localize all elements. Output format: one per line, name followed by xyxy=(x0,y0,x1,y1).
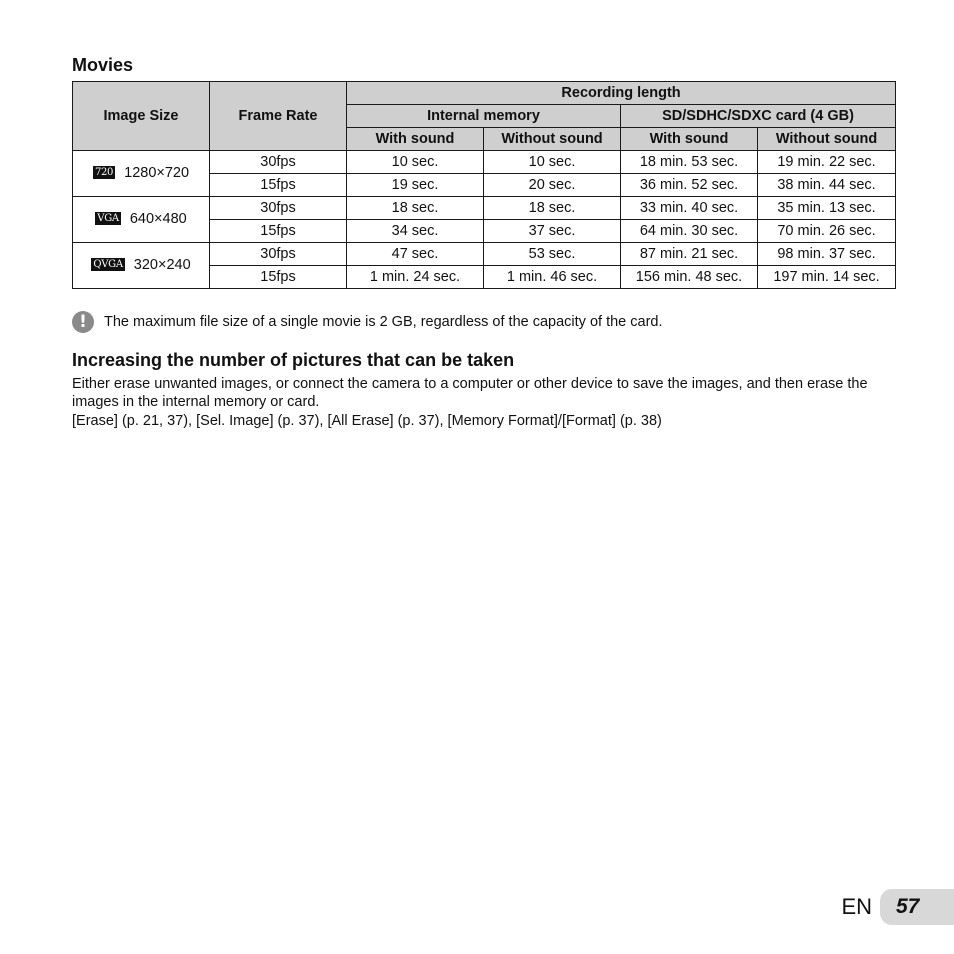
note xyxy=(72,311,663,333)
frame-rate-cell: 30fps xyxy=(210,243,347,266)
card-without-sound-cell: 197 min. 14 sec. xyxy=(758,266,896,289)
image-size-label: 1280×720 xyxy=(124,165,190,182)
frame-rate-cell: 30fps xyxy=(210,197,347,220)
section-heading: Increasing the number of pictures that can be taken xyxy=(72,350,515,370)
movies-heading: Movies xyxy=(72,55,134,75)
internal-with-sound-cell: 1 min. 24 sec. xyxy=(347,266,484,289)
card-with-sound-cell: 18 min. 53 sec. xyxy=(621,151,758,174)
card-without-sound-cell: 98 min. 37 sec. xyxy=(758,243,896,266)
movie-720-icon: 720 xyxy=(94,167,114,179)
internal-without-sound-cell: 18 sec. xyxy=(484,197,621,220)
caution-icon: ! xyxy=(72,311,94,333)
card-with-sound-cell: 87 min. 21 sec. xyxy=(621,243,758,266)
note-text: The maximum file size of a single movie is 2 GB, regardless of the capacity of the card. xyxy=(104,314,663,330)
internal-with-sound-cell: 10 sec. xyxy=(347,151,484,174)
table-row xyxy=(73,197,896,220)
section-body: Either erase unwanted images, or connect the camera to a computer or other device to save the images, and then erase the images in the internal memory or card. xyxy=(72,376,868,410)
internal-with-sound-cell: 19 sec. xyxy=(347,174,484,197)
image-size-cell xyxy=(73,151,210,197)
card-with-sound-cell: 33 min. 40 sec. xyxy=(621,197,758,220)
internal-without-sound-cell: 53 sec. xyxy=(484,243,621,266)
header-recording-length: Recording length xyxy=(347,82,896,105)
card-with-sound-cell: 36 min. 52 sec. xyxy=(621,174,758,197)
frame-rate-cell: 15fps xyxy=(210,174,347,197)
frame-rate-cell: 15fps xyxy=(210,266,347,289)
header-internal-without-sound: Without sound xyxy=(484,128,621,151)
movie-qvga-icon: QVGA xyxy=(93,259,123,271)
internal-without-sound-cell: 37 sec. xyxy=(484,220,621,243)
card-with-sound-cell: 156 min. 48 sec. xyxy=(621,266,758,289)
table-row xyxy=(73,243,896,266)
image-size-cell xyxy=(73,197,210,243)
card-with-sound-cell: 64 min. 30 sec. xyxy=(621,220,758,243)
header-card-with-sound: With sound xyxy=(621,128,758,151)
image-size-label: 640×480 xyxy=(129,211,187,228)
internal-with-sound-cell: 34 sec. xyxy=(347,220,484,243)
header-internal-memory: Internal memory xyxy=(347,105,621,128)
frame-rate-cell: 15fps xyxy=(210,220,347,243)
internal-without-sound-cell: 10 sec. xyxy=(484,151,621,174)
header-internal-with-sound: With sound xyxy=(347,128,484,151)
image-size-cell xyxy=(73,243,210,289)
internal-with-sound-cell: 47 sec. xyxy=(347,243,484,266)
recording-length-table xyxy=(72,81,896,289)
internal-with-sound-cell: 18 sec. xyxy=(347,197,484,220)
table-row xyxy=(73,151,896,174)
header-card: SD/SDHC/SDXC card (4 GB) xyxy=(621,105,896,128)
header-image-size: Image Size xyxy=(73,82,210,151)
internal-without-sound-cell: 20 sec. xyxy=(484,174,621,197)
header-frame-rate: Frame Rate xyxy=(210,82,347,151)
card-without-sound-cell: 38 min. 44 sec. xyxy=(758,174,896,197)
language-label: EN xyxy=(841,894,872,919)
frame-rate-cell: 30fps xyxy=(210,151,347,174)
page-number: 57 xyxy=(880,889,954,925)
image-size-label: 320×240 xyxy=(133,257,191,274)
card-without-sound-cell: 19 min. 22 sec. xyxy=(758,151,896,174)
header-card-without-sound: Without sound xyxy=(758,128,896,151)
card-without-sound-cell: 35 min. 13 sec. xyxy=(758,197,896,220)
internal-without-sound-cell: 1 min. 46 sec. xyxy=(484,266,621,289)
page-footer xyxy=(841,889,954,925)
movie-vga-icon: VGA xyxy=(97,213,119,225)
page-references: [Erase] (p. 21, 37), [Sel. Image] (p. 37), [All Erase] (p. 37), [Memory Format]/[Format] (p. 38) xyxy=(72,413,662,429)
card-without-sound-cell: 70 min. 26 sec. xyxy=(758,220,896,243)
